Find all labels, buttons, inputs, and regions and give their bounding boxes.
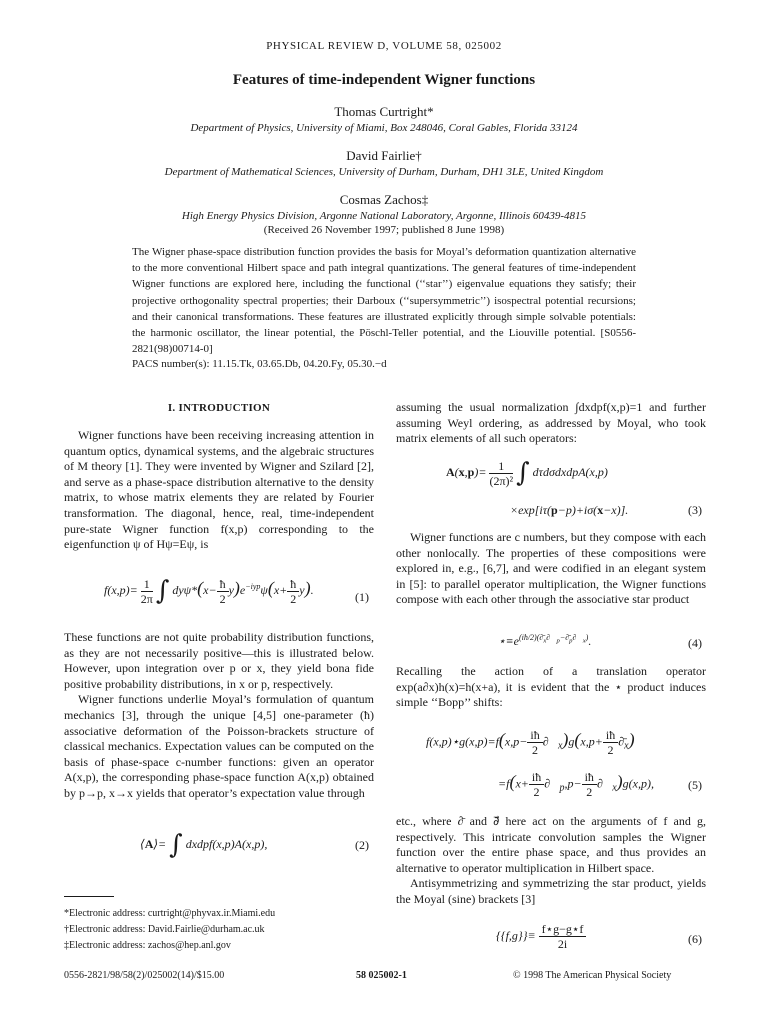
paragraph-text: etc., where ∂̄ and ∂⃗ here act on the arguments of f and g, respectively. This intricate convolution samples the Wigner function over the entire phase space, and thus provides an alternative to operator multiplication in Hilbert space. xyxy=(396,814,706,875)
equation-1: f(x,p)= $\frac{1}{2\pi}$ ∫ dyψ*(x− $\frac{ħ}{2}$ $y)e^{-iyp}\psi(x+$ $\frac{ħ}{2}$ y). xyxy=(104,576,314,606)
equation-3-line-2: ×exp[iτ(p−p)+iσ(x−x)]. xyxy=(510,503,629,517)
footer-page: 58 025002-1 xyxy=(356,970,407,981)
abstract: The Wigner phase-space distribution function provides the basis for Moyal’s deformation quantization alternative to the more conventional Hilbert space and path integral quantizations. The general features of time-independent Wigner functions are explored here, including the functional (‘‘star’’) eigenvalue equations they satisfy; their projective orthogonality spectral properties; their Darboux (‘‘supersymmetric’’) isospectral potential recursions; and their canonical transformations. These features are illustrated explicitly through simple solvable potentials: the harmonic oscillator, the linear potential, the Pöschl-Teller potential, and the Liouville potential. [S0556-2821(98)00714-0] xyxy=(132,246,636,356)
paragraph-text: Wigner functions have been receiving increasing attention in quantum optics, dynamical systems, and the algebraic structures of M theory [1]. They were invented by Wigner and Szilard [2], and serve as a phase-space distribution alternative to the density matrix, to whose matrix elements they are related by Fourier transformation. The diagonal, hence, real, time-independent pure-state Wigner function f(x,p) corresponding to the eigenfunction ψ of Hψ=Eψ, is xyxy=(64,428,374,552)
author-affiliation: Department of Physics, University of Miami, Box 248046, Coral Gables, Florida 33124 xyxy=(190,122,578,134)
paragraph-text: Antisymmetrizing and symmetrizing the star product, yields the Moyal (sine) brackets [3] xyxy=(396,876,706,906)
paragraph-text: Wigner functions underlie Moyal’s formulation of quantum mechanics [3], through the unique [4,5] one-parameter (ħ) associative deformation of the Poisson-brackets structure of classical mechanics. Expectation values can be computed on the basis of phase-space c-number functions: given an operator A(x,p), the corresponding phase-space function A(x,p) obtained by p→p, x→x yields that operator’s expectation value through xyxy=(64,692,374,800)
equation-5-line-2: =f(x+ $\frac{iħ}{2}$ $\partial⃗_p,p-$ $\frac{iħ}{2}$ $\partial⃗_x)g(x,p)$, xyxy=(498,770,654,799)
intro-paragraph xyxy=(64,428,374,553)
equation-5: f(x,p)⋆g(x,p)=f(x,p− $\frac{iħ}{2}$ $\partial⃗_x)g(x,p+$ $\frac{iħ}{2}$ $\partial̄_x$) xyxy=(426,728,635,757)
equation-4: $⋆\equiv e^{(iħ/2)(\partial̄_x\partial⃗_p-\partial̄_p\partial⃗_x)}$. xyxy=(498,633,592,648)
author-name: David Fairlie† xyxy=(346,148,422,163)
footer-left: 0556-2821/98/58(2)/025002(14)/$15.00 xyxy=(64,970,225,981)
received-date: (Received 26 November 1997; published 8 June 1998) xyxy=(263,224,505,236)
body-paragraphs xyxy=(64,630,374,802)
section-heading: I. INTRODUCTION xyxy=(167,402,271,414)
equation-number: (2) xyxy=(355,838,369,852)
equation-number: (1) xyxy=(355,590,369,604)
right-paragraph xyxy=(396,664,706,711)
author-affiliation: High Energy Physics Division, Argonne National Laboratory, Argonne, Illinois 60439-4815 xyxy=(181,210,587,222)
equation-2: ⟨A⟩= ∫ dxdpf(x,p)A(x,p), xyxy=(140,830,268,860)
journal-header: PHYSICAL REVIEW D, VOLUME 58, 025002 xyxy=(266,40,502,52)
equation-number: (3) xyxy=(688,503,702,517)
author-name: Cosmas Zachos‡ xyxy=(339,192,429,207)
paragraph-text: These functions are not quite probability distribution functions, as they are not necessarily positive—this is illustrated below. However, upon integration over p or x, they yield bona fide positive probability distributions, in x or p, respectively. xyxy=(64,630,374,691)
equation-6: {{f,g}}≡ $\frac{f⋆g-g⋆f}{2i}$ xyxy=(496,922,586,951)
paragraph-text: Wigner functions are c numbers, but they compose with each other nonlocally. The properties of these compositions were explored in, e.g., [6,7], and were codified in an elegant system in [5]: to parallel operator multiplication, the Wigner functions compose with each other through the associative star product xyxy=(396,530,706,607)
equation-3: A(x,p)= $\frac{1}{\text{(2π)²}}$ ∫ dτdσdxdpA(x,p) xyxy=(446,458,608,488)
right-paragraph xyxy=(396,530,706,608)
right-paragraph xyxy=(396,400,706,447)
footer-copyright: © 1998 The American Physical Society xyxy=(513,970,672,981)
equation-number: (4) xyxy=(688,636,702,650)
footnote: ‡Electronic address: zachos@hep.anl.gov xyxy=(64,940,231,951)
footnote: *Electronic address: curtright@phyvax.ir.Miami.edu xyxy=(64,908,276,919)
paragraph-text: assuming the usual normalization ∫dxdpf(x,p)=1 and further assuming Weyl ordering, as addressed by Moyal, who took matrix elements of all such operators: xyxy=(396,400,706,446)
equation-number: (5) xyxy=(688,778,702,792)
paper-title: Features of time-independent Wigner functions xyxy=(232,72,536,88)
author-affiliation: Department of Mathematical Sciences, University of Durham, Durham, DH1 3LE, United Kingdom xyxy=(164,166,604,178)
footnote-rule xyxy=(64,896,114,897)
paragraph-text: Recalling the action of a translation operator exp(a∂x)h(x)=h(x+a), it is evident that the ⋆ product induces simple ‘‘Bopp’’ shifts: xyxy=(396,664,706,710)
pacs-numbers: PACS number(s): 11.15.Tk, 03.65.Db, 04.20.Fy, 05.30.−d xyxy=(132,358,387,370)
right-paragraph xyxy=(396,814,706,908)
footnote: †Electronic address: David.Fairlie@durham.ac.uk xyxy=(64,924,265,935)
equation-number: (6) xyxy=(688,932,702,946)
author-name: Thomas Curtright* xyxy=(334,104,434,119)
